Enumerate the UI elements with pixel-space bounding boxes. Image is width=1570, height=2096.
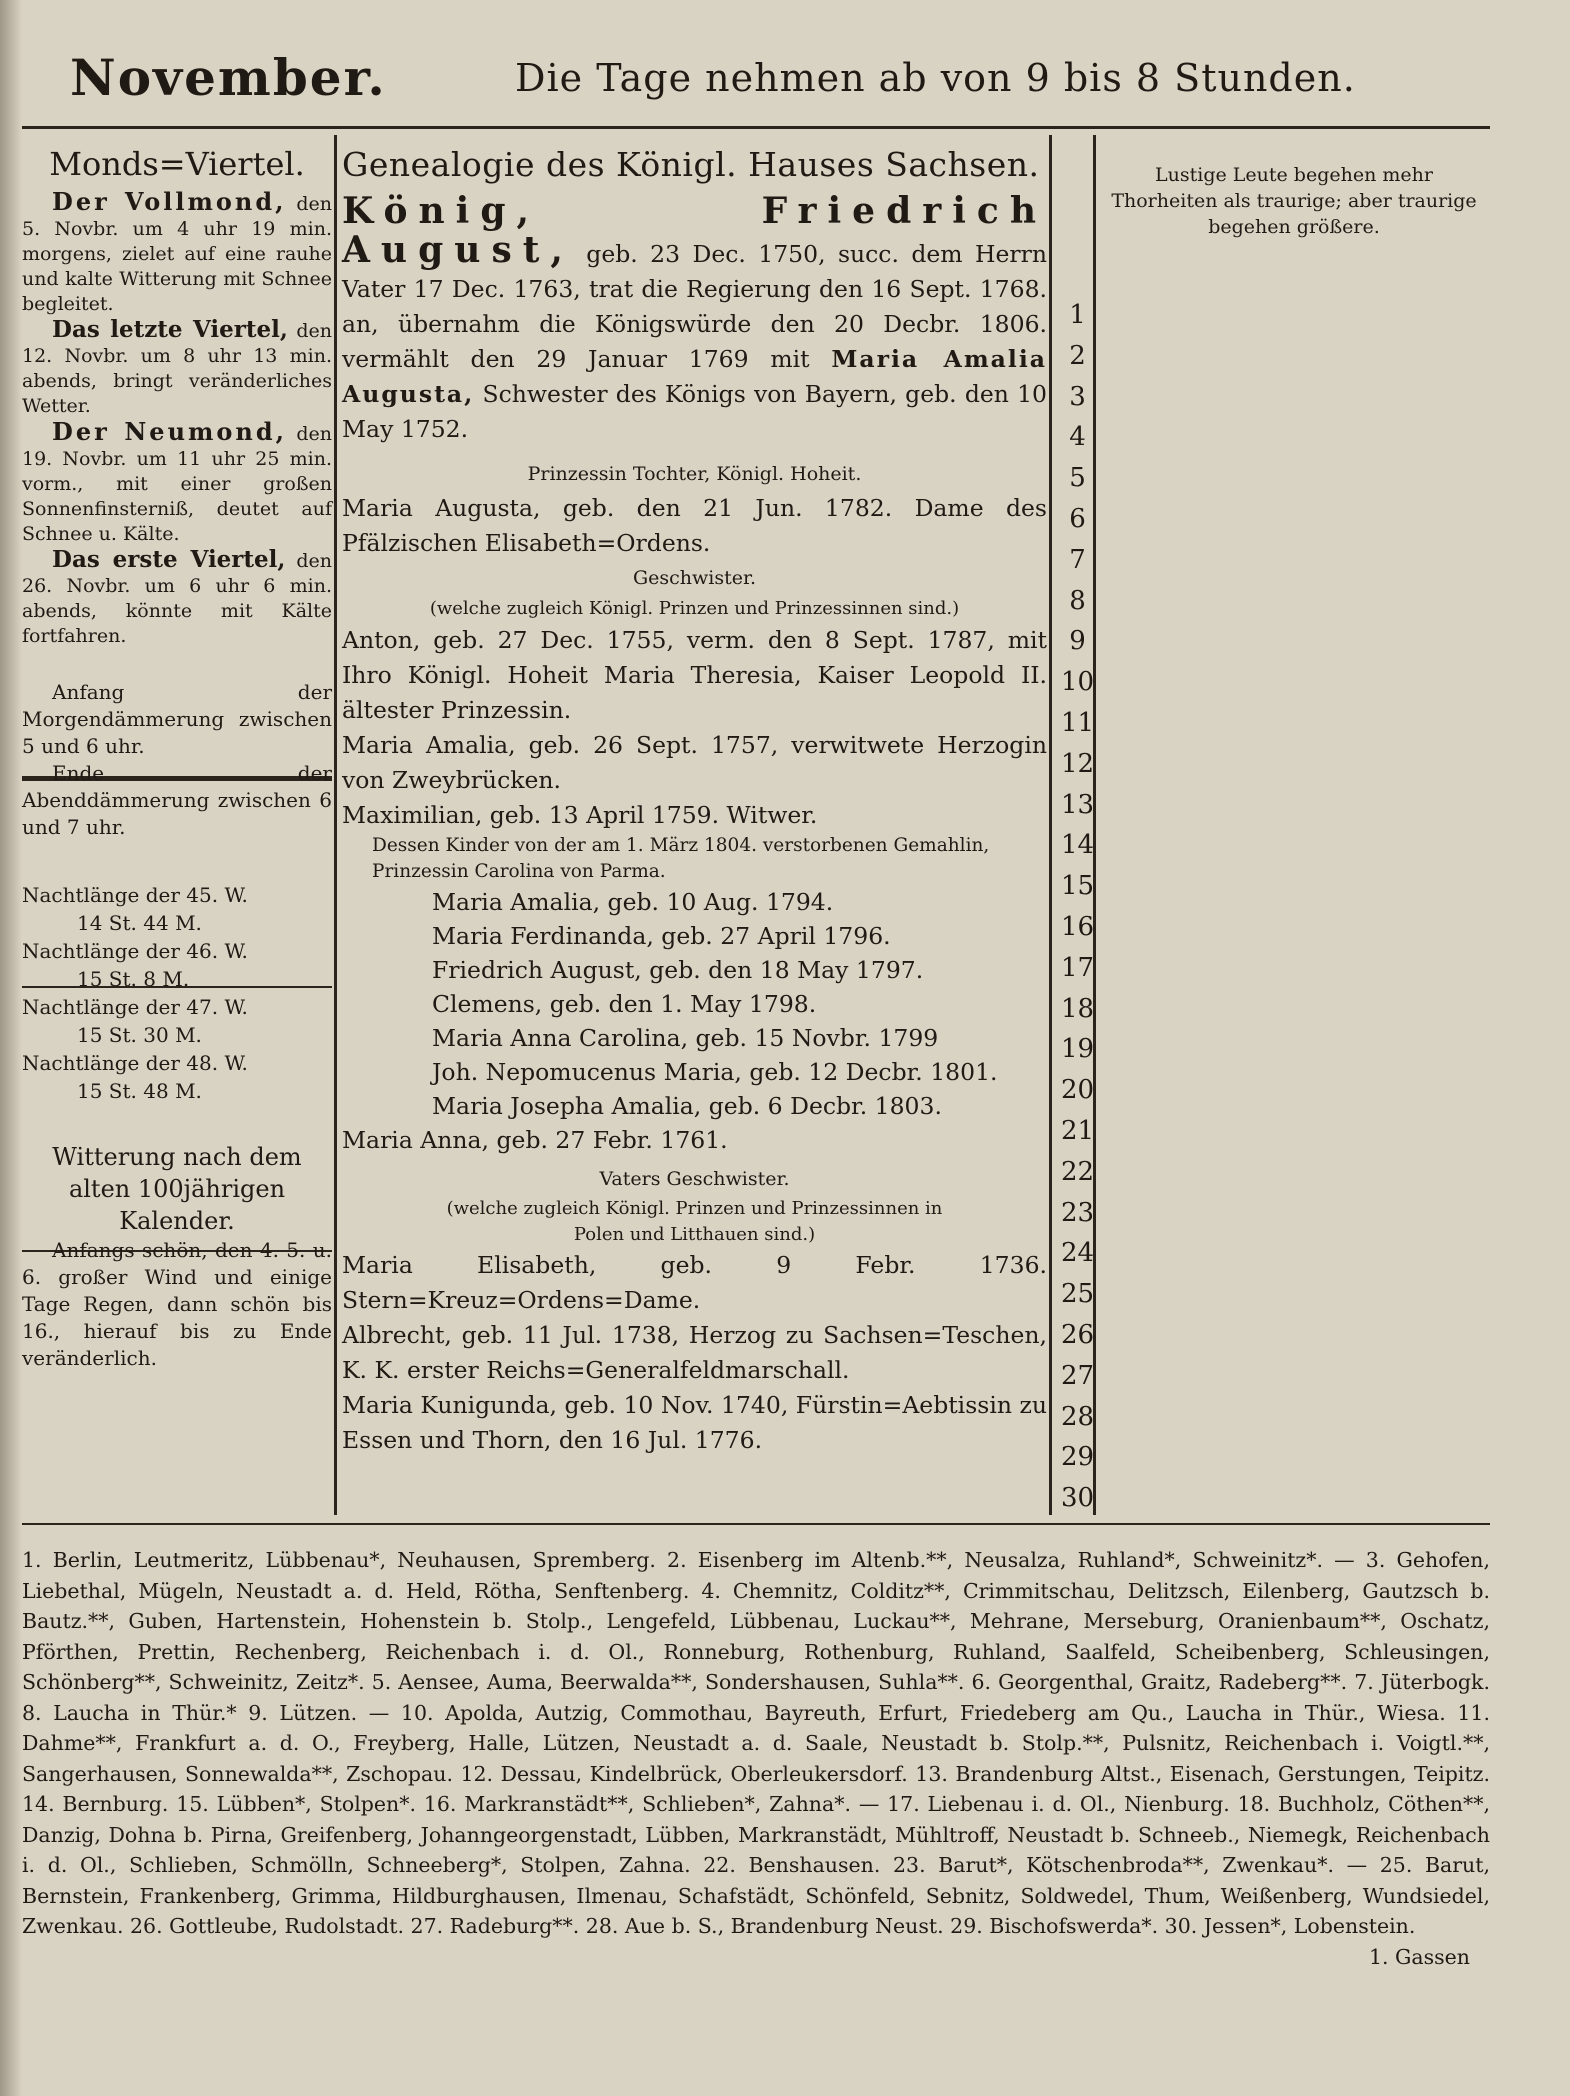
child-item: Maria Anna Carolina, geb. 15 Novbr. 1799 <box>432 1024 939 1052</box>
day-number: 18 <box>1060 993 1095 1024</box>
header-rule <box>22 126 1490 129</box>
day-number: 7 <box>1069 544 1086 575</box>
genealogy-column <box>342 145 1047 1458</box>
rule-mid-days <box>1049 135 1052 1515</box>
father-siblings-subheading: (welche zugleich Königl. Prinzen und Prinzessinnen in Polen und Litthauen sind.) <box>446 1198 943 1245</box>
amalia-entry: Maria Amalia, geb. 26 Sept. 1757, verwitwete Herzogin von Zweybrücken. <box>342 731 1047 794</box>
market-list-text: 1. Berlin, Leutmeritz, Lübbenau*, Neuhausen, Spremberg. 2. Eisenberg im Altenb.**, Neusalza, Ruhland*, Schweinitz*. — 3. Gehofen, Liebethal, Mügeln, Neustadt a. d. Held, Rötha, Senftenberg. 4. Chemnitz, Colditz**, Crimmitschau, Delitzsch, Eilenberg, Gautzsch b. Bautz.**, Guben, Hartenstein, Hohenstein b. Stolp., Lengefeld, Lübbenau, Luckau**, Mehrane, Merseburg, Oranienbaum**, Oschatz, Pförthen, Prettin, Rechenberg, Reichenbach i. d. Ol., Ronneburg, Rothenburg, Ruhland, Saalfeld, Scheibenberg, Schleusingen, Schönberg**, Schweinitz, Zeitz*. 5. Aensee, Auma, Beerwalda**, Sondershausen, Suhla**. 6. Georgenthal, Graitz, Radeberg**. 7. Jüterbogk. 8. Laucha in Thür.* 9. Lützen. — 10. Apolda, Autzig, Commothau, Bayreuth, Erfurt, Friedeberg am Qu., Laucha in Thür., Wiesa. 11. Dahme**, Frankfurt a. d. O., Freyberg, Halle, Lützen, Neustadt a. d. Saale, Neustadt b. Stolp.**, Pulsnitz, Reichenbach i. Voigtl.**, Sangerhausen, Sonnewalda**, Zschopau. 12. Dessau, Kindelbrück, Oberleukersdorf. 13. Brandenburg Altst., Eisenach, Gerstungen, Teipitz. 14. Bernburg. 15. Lübben*, Stolpen*. 16. Markranstädt**, Schlieben*, Zahna*. — 17. Liebenau i. d. Ol., Nienburg. 18. Buchholz, Cöthen**, Danzig, Dohna b. Pirna, Greifenberg, Johanngeorgenstadt, Lübben, Markranstädt, Mühltroff, Neustadt b. Schneeb., Niemegk, Reichenbach i. d. Ol., Schlieben, Schmölln, Schneeberg*, Stolpen, Zahna. 22. Benshausen. 23. Barut*, Kötschenbroda**, Zwenkau*. — 25. Barut, Bernstein, Frankenberg, Grimma, Hildburghausen, Ilmenau, Schafstädt, Schönfeld, Sebnitz, Soldwedel, Thum, Weißenberg, Wundsiedel, Zwenkau. 26. Gottleube, Rudolstadt. 27. Radeburg**. 28. Aue b. S., Brandenburg Neust. 29. Bischofswerda*. 30. Jessen*, Lobenstein. <box>22 1548 1490 1938</box>
day-number: 12 <box>1060 748 1095 779</box>
daughter-entry: Maria Augusta, geb. den 21 Jun. 1782. Dame des Pfälzischen Elisabeth=Ordens. <box>342 494 1047 557</box>
night-length-item <box>22 1049 332 1105</box>
day-number: 19 <box>1060 1034 1095 1065</box>
left-column <box>22 145 332 1372</box>
new-moon-entry <box>22 419 332 547</box>
dawn-text: Anfang der Morgendämmerung zwischen 5 und 6 uhr. <box>22 680 332 758</box>
siblings-subheading: (welche zugleich Königl. Prinzen und Prinzessinnen sind.) <box>429 598 960 619</box>
father-siblings-heading: Vaters Geschwister. <box>599 1168 790 1190</box>
new-moon-text: den 19. Novbr. um 11 uhr 25 min. vorm., mit einer großen Sonnenfinsterniß, deutet auf Schnee u. Kälte. <box>22 423 332 545</box>
genealogy-heading: Genealogie des Königl. Hauses Sachsen. <box>342 145 1040 184</box>
daughter-heading: Prinzessin Tochter, Königl. Hoheit. <box>527 463 862 485</box>
albrecht-entry: Albrecht, geb. 11 Jul. 1738, Herzog zu Sachsen=Teschen, K. K. erster Reichs=Generalfeldmarschall. <box>342 1321 1047 1384</box>
month-title: November. <box>70 48 387 107</box>
day-number: 4 <box>1069 422 1086 453</box>
kunigunda-entry: Maria Kunigunda, geb. 10 Nov. 1740, Fürstin=Aebtissin zu Essen und Thorn, den 16 Jul. 1776. <box>342 1391 1047 1454</box>
night-length-label: Nachtlänge der 46. W. <box>22 939 248 963</box>
day-number: 1 <box>1069 300 1086 330</box>
dusk-text: Ende der Abenddämmerung zwischen 6 und 7 uhr. <box>22 761 332 839</box>
siblings-heading: Geschwister. <box>632 567 757 589</box>
child-item: Clemens, geb. den 1. May 1798. <box>432 990 817 1018</box>
rule-left-mid <box>334 135 337 1515</box>
full-moon-lead: Der Vollmond, <box>52 187 287 216</box>
weather-text: Anfangs schön, den 4. 5. u. 6. großer Wind und einige Tage Regen, dann schön bis 16., hierauf bis zu Ende veränderlich. <box>22 1238 332 1370</box>
day-number: 23 <box>1060 1197 1095 1228</box>
day-number: 25 <box>1060 1279 1095 1310</box>
day-number: 11 <box>1060 708 1095 738</box>
night-length-label: Nachtlänge der 48. W. <box>22 1051 248 1075</box>
new-moon-lead: Der Neumond, <box>52 417 288 446</box>
day-number: 6 <box>1069 504 1086 534</box>
market-list <box>22 1545 1490 1972</box>
full-moon-text: den 5. Novbr. um 4 uhr 19 min. morgens, zielet auf eine rauhe und kalte Witterung mit Schnee begleitet. <box>22 193 332 315</box>
king-name: König, Friedrich August, <box>342 190 1047 271</box>
night-length-value: 15 St. 8 M. <box>77 967 190 991</box>
queen-name: Maria Amalia Augusta, <box>342 345 1047 408</box>
child-item: Maria Ferdinanda, geb. 27 April 1796. <box>432 922 891 950</box>
king-text: geb. 23 Dec. 1750, succ. dem Herrn Vater 17 Dec. 1763, trat die Regierung den 16 Sept. 1768. an, übernahm die Königswürde den 20 Decbr. 1806. vermählt den 29 Januar 1769 mit <box>342 240 1047 373</box>
page-edge-shadow <box>0 0 22 2096</box>
day-number: 13 <box>1060 789 1095 820</box>
day-number: 10 <box>1060 667 1095 698</box>
first-quarter-entry <box>22 547 332 649</box>
night-length-label: Nachtlänge der 45. W. <box>22 883 248 907</box>
page-header <box>70 48 1510 118</box>
night-length-item <box>22 881 332 937</box>
night-length-item <box>22 937 332 993</box>
day-number: 2 <box>1069 340 1086 371</box>
day-number: 21 <box>1060 1116 1095 1146</box>
day-number: 14 <box>1060 830 1095 861</box>
day-number: 24 <box>1060 1238 1095 1269</box>
bottom-rule <box>22 1523 1490 1525</box>
elisabeth-entry: Maria Elisabeth, geb. 9 Febr. 1736. Stern=Kreuz=Ordens=Dame. <box>342 1251 1047 1314</box>
children-intro: Dessen Kinder von der am 1. März 1804. verstorbenen Gemahlin, Prinzessin Carolina von Parma. <box>372 835 990 882</box>
first-quarter-text: den 26. Novbr. um 6 uhr 6 min. abends, könnte mit Kälte fortfahren. <box>22 550 332 647</box>
king-entry <box>342 190 1047 447</box>
day-number: 17 <box>1060 952 1095 983</box>
day-number: 5 <box>1069 463 1086 494</box>
day-number: 16 <box>1060 912 1095 942</box>
day-number: 27 <box>1060 1360 1095 1391</box>
weather-title: Witterung nach dem alten 100jährigen Kalender. <box>52 1143 302 1235</box>
night-length-item <box>22 993 332 1049</box>
anton-entry: Anton, geb. 27 Dec. 1755, verm. den 8 Sept. 1787, mit Ihro Königl. Hoheit Maria Theresia, Kaiser Leopold II. ältester Prinzessin. <box>342 626 1047 724</box>
day-number: 30 <box>1060 1483 1095 1514</box>
child-item: Friedrich August, geb. den 18 May 1797. <box>432 956 924 984</box>
proverb: Lustige Leute begehen mehr Thorheiten als traurige; aber traurige begehen größere. <box>1111 164 1477 238</box>
day-number: 26 <box>1060 1320 1095 1350</box>
moon-phases-title: Monds=Viertel. <box>49 145 305 183</box>
day-number: 9 <box>1069 626 1086 657</box>
first-quarter-lead: Das erste Viertel, <box>52 546 286 573</box>
day-number: 28 <box>1060 1401 1095 1432</box>
last-quarter-lead: Das letzte Viertel, <box>52 316 288 343</box>
night-length-value: 15 St. 30 M. <box>77 1023 202 1047</box>
full-moon-entry <box>22 189 332 317</box>
day-length-subtitle: Die Tage nehmen ab von 9 bis 8 Stunden. <box>515 56 1356 100</box>
anna-entry: Maria Anna, geb. 27 Febr. 1761. <box>342 1126 728 1154</box>
day-number: 20 <box>1060 1075 1095 1106</box>
day-number: 3 <box>1069 381 1086 412</box>
day-number: 22 <box>1060 1156 1095 1187</box>
child-item: Joh. Nepomucenus Maria, geb. 12 Decbr. 1801. <box>432 1058 998 1086</box>
child-item: Maria Josepha Amalia, geb. 6 Decbr. 1803. <box>432 1092 942 1120</box>
last-quarter-entry <box>22 317 332 419</box>
children-list <box>342 885 1047 1123</box>
night-length-value: 15 St. 48 M. <box>77 1079 202 1103</box>
night-lengths <box>22 881 332 1105</box>
child-item: Maria Amalia, geb. 10 Aug. 1794. <box>432 888 834 916</box>
catchword: 1. Gassen <box>1368 1944 1470 1969</box>
day-number: 29 <box>1060 1442 1095 1473</box>
night-length-label: Nachtlänge der 47. W. <box>22 995 248 1019</box>
queen-text: Schwester des Königs von Bayern, geb. den 10 May 1752. <box>342 380 1047 443</box>
day-number: 8 <box>1069 585 1086 616</box>
last-quarter-text: den 12. Novbr. um 8 uhr 13 min. abends, bringt veränderliches Wetter. <box>22 320 332 417</box>
day-number: 15 <box>1060 871 1095 902</box>
night-length-value: 14 St. 44 M. <box>77 911 202 935</box>
maximilian-entry: Maximilian, geb. 13 April 1759. Witwer. <box>342 801 818 829</box>
